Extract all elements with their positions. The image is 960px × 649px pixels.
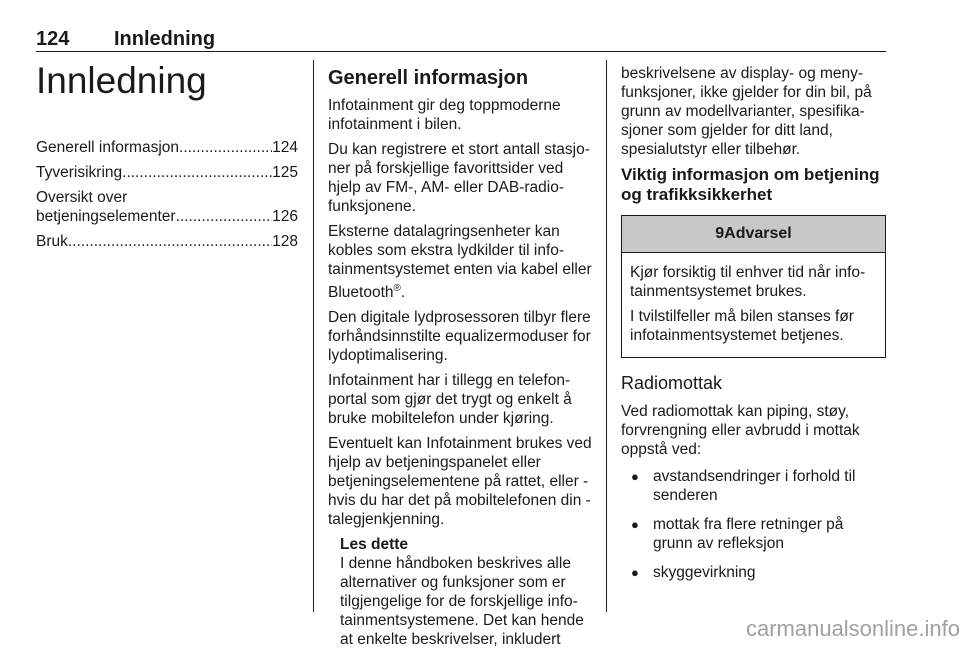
toc-leader — [176, 207, 273, 226]
subheading: Viktig informasjon om betjening og trafikksikkerhet — [621, 165, 880, 204]
chapter-title: Innledning — [36, 60, 207, 101]
paragraph: Du kan registrere et stort antall stasjoner på forskjellige favorittsider ved hjelp av FM-, AM- eller DAB-radiofunksjonene. — [328, 141, 590, 215]
toc-column — [36, 58, 298, 257]
list-item: ● skyggevirkning — [621, 563, 886, 582]
warning-line: Kjør forsiktig til enhver tid når infotainmentsystemet brukes. — [630, 264, 866, 300]
column-divider-1 — [313, 60, 314, 612]
toc-label: betjeningselementer — [36, 208, 176, 225]
warning-line: I tvilstilfeller må bilen stanses før infotainmentsystemet betjenes. — [630, 308, 854, 344]
paragraph-continued: beskrivelsene av display- og menyfunksjoner, ikke gjelder for din bil, på grunn av modellvarianter, spesifikasjoner som gjelder for ditt land, spesialutstyr eller tilbehør. — [621, 65, 872, 158]
page-number: 124 — [36, 28, 70, 50]
header-rule — [36, 51, 886, 52]
registered-mark: ® — [393, 283, 401, 294]
toc-label: Tyverisikring — [36, 164, 123, 181]
header-section-title: Innledning — [114, 28, 216, 50]
paragraph: Den digitale lydprosessoren tilbyr flere forhåndsinnstilte equalizermoduser for lydoptimalisering. — [328, 309, 591, 365]
list-item: ● avstandsendringer i forhold til senderen — [621, 467, 886, 505]
note-block — [328, 535, 593, 649]
toc-label-line1: Oversikt over — [36, 189, 128, 206]
paragraph: Ved radiomottak kan piping, støy, forvrengning eller avbrudd i mottak oppstå ved: — [621, 403, 860, 458]
paragraph-bluetooth — [328, 222, 593, 302]
toc-page: 124 — [272, 139, 298, 156]
section-heading: Generell informasjon — [328, 67, 529, 89]
warning-header — [622, 216, 885, 253]
toc-label: Bruk — [36, 233, 68, 250]
paragraph: Infotainment har i tillegg en telefonportal som gjør det trygt og enkelt å bruke mobiltelefon under kjøring. — [328, 372, 572, 428]
note-title: Les dette — [340, 536, 409, 554]
watermark: carmanualsonline.info — [745, 616, 960, 641]
toc-entry[interactable] — [36, 232, 298, 251]
paragraph-end: . — [400, 284, 406, 302]
toc-entry[interactable] — [36, 163, 298, 182]
paragraph: Infotainment gir deg toppmoderne infotainment i bilen. — [328, 97, 561, 133]
warning-triangle-icon: 9 — [715, 225, 725, 242]
toc-page: 126 — [272, 208, 298, 225]
column-divider-2 — [606, 60, 607, 612]
page-header — [36, 28, 886, 52]
toc-page: 125 — [272, 164, 298, 181]
toc-leader — [122, 163, 272, 182]
paragraph-text: Eksterne datalagringsenheter kan kobles som ekstra lydkilder til infotainmentsystemet enten via kabel eller Bluetooth — [328, 223, 592, 302]
toc-entry[interactable] — [36, 138, 298, 157]
toc-leader — [68, 232, 272, 251]
toc-entry[interactable] — [36, 188, 298, 226]
warning-box — [621, 215, 886, 358]
general-info-column — [328, 66, 593, 649]
warning-title: Advarsel — [724, 225, 792, 242]
toc-leader — [179, 138, 272, 157]
note-text: I denne håndboken beskrives alle alternativer og funksjoner som er tilgjengelige for de forskjellige infotainmentsystemene. Det kan hende at enkelte beskrivelser, inkludert — [340, 555, 584, 649]
toc-label: Generell informasjon — [36, 139, 180, 156]
safety-column — [621, 66, 886, 592]
list-item: ● mottak fra flere retninger på grunn av refleksjon — [621, 515, 886, 553]
bullet-list — [621, 467, 886, 582]
paragraph: Eventuelt kan Infotainment brukes ved hjelp av betjeningspanelet eller betjeningselementene på rattet, eller - hvis du har det på mobiltelefonen din - talegjenkjenning. — [328, 435, 592, 529]
radio-heading: Radiomottak — [621, 373, 723, 393]
toc-page: 128 — [272, 233, 298, 250]
warning-body — [622, 253, 885, 357]
